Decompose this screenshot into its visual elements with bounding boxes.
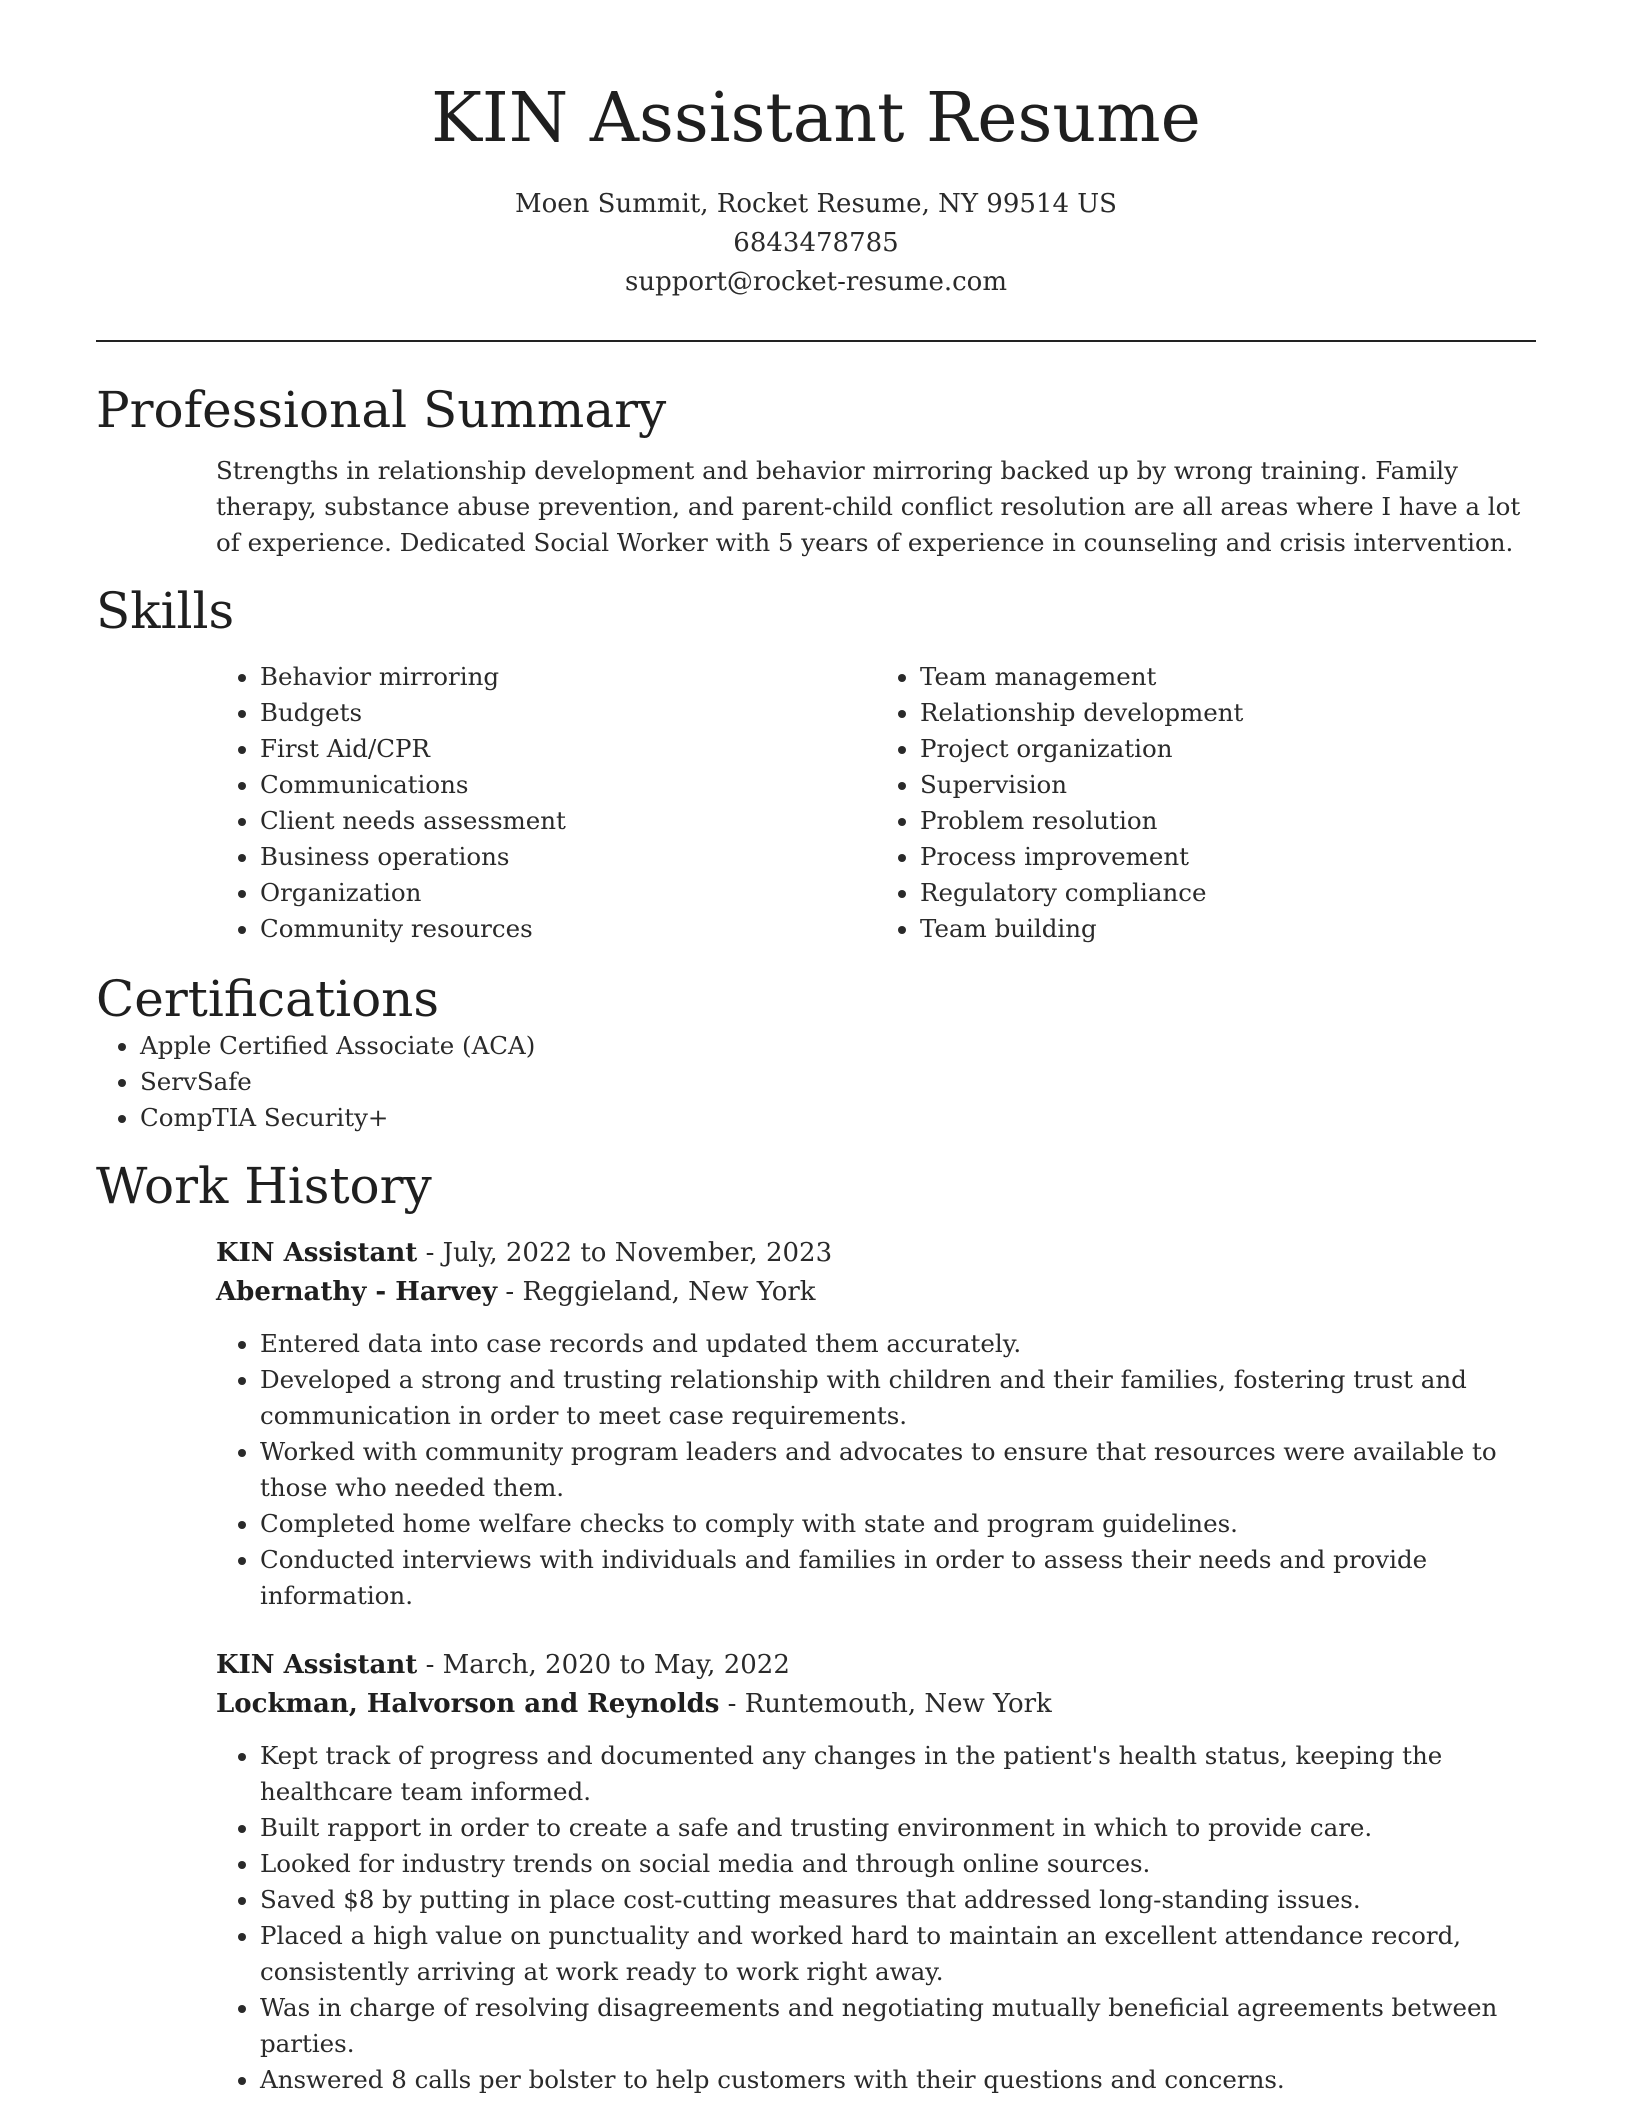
job-title-line — [216, 1234, 1536, 1273]
separator: - — [497, 1276, 523, 1307]
skill-item: • First Aid/CPR — [260, 731, 876, 767]
job-entry — [216, 1646, 1536, 2098]
phone: 6843478785 — [733, 227, 899, 258]
skill-item: • Business operations — [260, 839, 876, 875]
duty-item: • Entered data into case records and updated them accurately. — [260, 1326, 1536, 1362]
job-company-line — [216, 1685, 1536, 1724]
skill-item: • Team building — [920, 911, 1536, 947]
certifications-section — [96, 971, 1536, 1137]
certifications-heading: Certifications — [96, 969, 440, 1028]
work-history-section — [96, 1158, 1536, 2098]
duty-item: • Conducted interviews with individuals and families in order to assess their needs and provide information. — [260, 1542, 1536, 1614]
job-duties — [216, 1738, 1536, 2098]
skill-item: • Organization — [260, 875, 876, 911]
job-company: Abernathy - Harvey — [216, 1276, 498, 1307]
summary-heading: Professional Summary — [96, 380, 667, 439]
job-company-line — [216, 1273, 1536, 1312]
duty-item: • Saved $8 by putting in place cost-cutting measures that addressed long-standing issues. — [260, 1882, 1536, 1918]
duty-item: • Was in charge of resolving disagreements and negotiating mutually beneficial agreements between parties. — [260, 1990, 1536, 2062]
skills-columns — [216, 659, 1536, 947]
job-dates: July, 2022 to November, 2023 — [442, 1237, 833, 1268]
skill-item: • Team management — [920, 659, 1536, 695]
skill-item: • Problem resolution — [920, 803, 1536, 839]
skills-left-list — [216, 659, 876, 947]
skill-item: • Regulatory compliance — [920, 875, 1536, 911]
certifications-list — [96, 1028, 1536, 1136]
duty-item: • Kept track of progress and documented any changes in the patient's health status, keeping the healthcare team informed. — [260, 1738, 1536, 1810]
resume-header — [96, 0, 1536, 302]
job-title-line — [216, 1646, 1536, 1685]
separator: - — [719, 1688, 745, 1719]
skill-item: • Relationship development — [920, 695, 1536, 731]
skill-item: • Community resources — [260, 911, 876, 947]
duty-item: • Placed a high value on punctuality and worked hard to maintain an excellent attendance record, consistently arriving at work ready to work right away. — [260, 1918, 1536, 1990]
skill-item: • Supervision — [920, 767, 1536, 803]
skills-heading: Skills — [96, 582, 235, 641]
duty-item: • Worked with community program leaders and advocates to ensure that resources were available to those who needed them. — [260, 1434, 1536, 1506]
skills-section — [96, 583, 1536, 947]
separator: - — [417, 1649, 443, 1680]
contact-info — [96, 185, 1536, 302]
skills-right-list — [876, 659, 1536, 947]
skill-item: • Behavior mirroring — [260, 659, 876, 695]
duty-item: • Built rapport in order to create a safe and trusting environment in which to provide care. — [260, 1810, 1536, 1846]
duty-item: • Developed a strong and trusting relationship with children and their families, fostering trust and communication in order to meet case requirements. — [260, 1362, 1536, 1434]
address: Moen Summit, Rocket Resume, NY 99514 US — [515, 188, 1117, 219]
skill-item: • Client needs assessment — [260, 803, 876, 839]
skill-item: • Budgets — [260, 695, 876, 731]
duty-item: • Answered 8 calls per bolster to help customers with their questions and concerns. — [260, 2062, 1536, 2098]
skill-item: • Communications — [260, 767, 876, 803]
skill-item: • Process improvement — [920, 839, 1536, 875]
email: support@rocket-resume.com — [624, 266, 1007, 297]
separator: - — [417, 1237, 443, 1268]
header-divider — [96, 340, 1536, 342]
duty-item: • Looked for industry trends on social media and through online sources. — [260, 1846, 1536, 1882]
job-company: Lockman, Halvorson and Reynolds — [216, 1688, 720, 1719]
job-dates: March, 2020 to May, 2022 — [442, 1649, 790, 1680]
skill-item: • Project organization — [920, 731, 1536, 767]
resume-title: KIN Assistant Resume — [431, 79, 1201, 158]
certification-item: • ServSafe — [140, 1064, 1536, 1100]
job-role: KIN Assistant — [216, 1237, 418, 1268]
certification-item: • CompTIA Security+ — [140, 1100, 1536, 1136]
summary-text: Strengths in relationship development and behavior mirroring backed up by wrong training. Family therapy, substance abuse prevention, and parent-child conflict resolution are all areas where I have a lot of experience. Dedicated Social Worker with 5 years of experience in counseling and crisis intervention. — [216, 456, 1521, 558]
work-history-heading: Work History — [96, 1157, 432, 1216]
job-role: KIN Assistant — [216, 1649, 418, 1680]
summary-section — [96, 382, 1536, 562]
job-location: Reggieland, New York — [522, 1276, 816, 1307]
job-location: Runtemouth, New York — [744, 1688, 1052, 1719]
job-duties — [216, 1326, 1536, 1614]
duty-item: • Completed home welfare checks to comply with state and program guidelines. — [260, 1506, 1536, 1542]
certification-item: • Apple Certified Associate (ACA) — [140, 1028, 1536, 1064]
job-entry — [216, 1234, 1536, 1614]
resume-page — [96, 0, 1536, 2098]
